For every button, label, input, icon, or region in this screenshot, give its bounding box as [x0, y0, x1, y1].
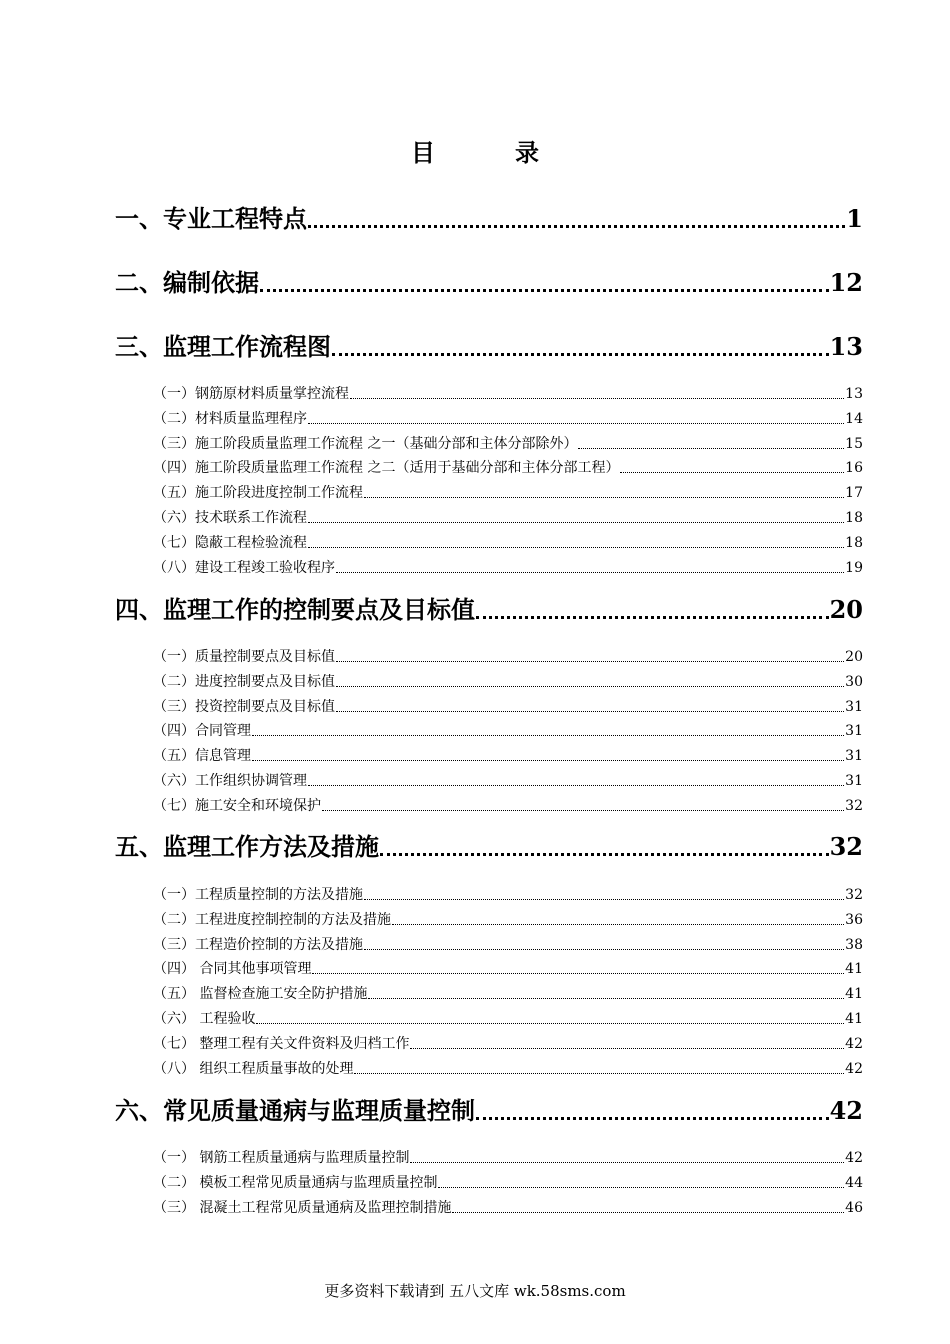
toc-subsection-label: （二） 模板工程常见质量通病与监理质量控制 [153, 1174, 438, 1191]
toc-subsection-label: （五）施工阶段进度控制工作流程 [153, 485, 363, 502]
dot-leader [364, 497, 844, 498]
toc-subsection[interactable] [153, 671, 863, 691]
toc-subsection[interactable] [153, 958, 863, 978]
toc-page-number: 13 [845, 386, 863, 402]
toc-page-number: 30 [845, 673, 863, 690]
toc-section[interactable] [115, 1091, 863, 1126]
toc-page-number: 12 [829, 268, 863, 297]
toc-section-label: 一、专业工程特点 [115, 204, 307, 233]
toc-section-label: 五、监理工作方法及措施 [115, 832, 379, 861]
toc-section[interactable] [115, 263, 863, 298]
toc-page-number: 1 [846, 204, 863, 233]
toc-section[interactable] [115, 327, 863, 362]
dot-leader [308, 547, 844, 548]
toc-subsection[interactable] [153, 433, 863, 453]
toc-subsection[interactable] [153, 457, 863, 477]
toc-subsection-label: （六）工作组织协调管理 [153, 773, 307, 789]
dot-leader [336, 661, 844, 662]
toc-page-number: 20 [829, 595, 863, 624]
toc-subsection[interactable] [153, 1058, 863, 1078]
toc-page-number: 18 [845, 534, 863, 551]
toc-title-left: 目 [411, 138, 435, 167]
toc-section-label: 三、监理工作流程图 [115, 332, 331, 361]
dot-leader [322, 810, 844, 811]
toc-page-number: 13 [829, 332, 863, 361]
dot-leader [578, 448, 844, 449]
toc-subsection-label: （一） 钢筋工程质量通病与监理质量控制 [153, 1150, 410, 1166]
toc-subsection[interactable] [153, 795, 863, 815]
toc-subsection[interactable] [153, 1147, 863, 1167]
dot-leader [308, 785, 844, 786]
toc-subsection-label: （四） 合同其他事项管理 [153, 961, 312, 978]
dot-leader [410, 1048, 844, 1049]
toc-page-number: 42 [845, 1060, 863, 1077]
toc-subsection[interactable] [153, 770, 863, 790]
toc-page-number: 42 [829, 1096, 863, 1125]
toc-page-number: 38 [845, 936, 863, 953]
toc-subsection-label: （二）工程进度控制控制的方法及措施 [153, 911, 391, 928]
toc-subsection-label: （四）合同管理 [153, 723, 251, 740]
toc-subsection[interactable] [153, 383, 863, 403]
toc-page-number: 41 [845, 961, 863, 978]
toc-subsection[interactable] [153, 646, 863, 666]
toc-page-number: 42 [845, 1150, 863, 1166]
toc-subsection-label: （四）施工阶段质量监理工作流程 之二（适用于基础分部和主体分部工程） [153, 460, 620, 477]
toc-subsection-label: （一）钢筋原材料质量掌控流程 [153, 386, 349, 402]
toc-subsection-label: （三） 混凝土工程常见质量通病及监理控制措施 [153, 1199, 452, 1216]
dot-leader [380, 853, 829, 856]
toc-section-label: 六、常见质量通病与监理质量控制 [115, 1096, 475, 1125]
toc-page-number: 36 [845, 911, 863, 928]
dot-leader [332, 353, 829, 356]
dot-leader [252, 735, 844, 736]
toc-subsection[interactable] [153, 983, 863, 1003]
toc-page-number: 15 [845, 435, 863, 452]
dot-leader [308, 522, 844, 523]
toc-page-number: 16 [845, 460, 863, 477]
toc-subsection[interactable] [153, 909, 863, 929]
dot-leader [410, 1162, 844, 1163]
toc-page-number: 41 [845, 1011, 863, 1027]
toc-subsection[interactable] [153, 745, 863, 765]
toc-page-number: 31 [845, 748, 863, 765]
toc-page-number: 32 [829, 832, 863, 861]
dot-leader [308, 423, 844, 424]
toc-page-number: 17 [845, 485, 863, 502]
toc-page-number: 44 [845, 1174, 863, 1191]
toc-subsection[interactable] [153, 1197, 863, 1217]
toc-subsection-label: （八） 组织工程质量事故的处理 [153, 1060, 354, 1077]
toc-page-number: 42 [845, 1035, 863, 1052]
toc-section[interactable] [115, 827, 863, 862]
dot-leader [452, 1212, 844, 1213]
dot-leader [350, 398, 844, 399]
dot-leader [260, 289, 829, 292]
dot-leader [252, 760, 844, 761]
toc-page-number: 31 [845, 773, 863, 789]
toc-subsection-label: （七）隐蔽工程检验流程 [153, 534, 307, 551]
dot-leader [364, 949, 844, 950]
toc-subsection-label: （五）信息管理 [153, 748, 251, 765]
toc-page-number: 31 [845, 723, 863, 740]
toc-page-number: 46 [845, 1199, 863, 1216]
dot-leader [476, 1117, 829, 1120]
toc-section[interactable] [115, 199, 863, 234]
toc-page-number: 32 [845, 797, 863, 814]
toc-page-number: 20 [845, 649, 863, 665]
dot-leader [364, 899, 844, 900]
dot-leader [620, 472, 844, 473]
toc-page-number: 19 [845, 559, 863, 576]
toc-page-number: 31 [845, 698, 863, 715]
toc-subsection-label: （三）施工阶段质量监理工作流程 之一（基础分部和主体分部除外） [153, 435, 578, 452]
dot-leader [308, 225, 845, 228]
dot-leader [336, 711, 844, 712]
dot-leader [368, 998, 844, 999]
dot-leader [476, 616, 829, 619]
toc-subsection-label: （六）技术联系工作流程 [153, 510, 307, 526]
toc-subsection[interactable] [153, 1172, 863, 1192]
toc-page-number: 18 [845, 510, 863, 526]
toc-section-label: 四、监理工作的控制要点及目标值 [115, 595, 475, 624]
toc-subsection[interactable] [153, 720, 863, 740]
toc-subsection[interactable] [153, 482, 863, 502]
toc-subsection[interactable] [153, 557, 863, 577]
toc-section-label: 二、编制依据 [115, 268, 259, 297]
dot-leader [438, 1187, 844, 1188]
toc-subsection[interactable] [153, 507, 863, 527]
toc-subsection[interactable] [153, 696, 863, 716]
toc-page-number: 14 [845, 410, 863, 427]
toc-subsection-label: （一）质量控制要点及目标值 [153, 649, 335, 665]
toc-subsection-label: （六） 工程验收 [153, 1011, 256, 1027]
toc-page-number: 32 [845, 887, 863, 903]
dot-leader [256, 1023, 844, 1024]
toc-subsection-label: （一）工程质量控制的方法及措施 [153, 887, 363, 903]
toc-subsection-label: （二）进度控制要点及目标值 [153, 673, 335, 690]
toc-subsection-label: （二）材料质量监理程序 [153, 410, 307, 427]
toc-subsection[interactable] [153, 1033, 863, 1053]
toc-subsection-label: （三）投资控制要点及目标值 [153, 698, 335, 715]
dot-leader [392, 924, 844, 925]
toc-page-number: 41 [845, 986, 863, 1003]
toc-subsection[interactable] [153, 532, 863, 552]
toc-subsection-label: （三）工程造价控制的方法及措施 [153, 936, 363, 953]
toc-subsection-label: （七）施工安全和环境保护 [153, 797, 321, 814]
toc-subsection[interactable] [153, 408, 863, 428]
toc-subsection[interactable] [153, 884, 863, 904]
toc-subsection[interactable] [153, 934, 863, 954]
toc-subsection[interactable] [153, 1008, 863, 1028]
dot-leader [336, 686, 844, 687]
toc-title-right: 录 [515, 138, 539, 167]
dot-leader [354, 1073, 844, 1074]
toc-subsection-label: （七） 整理工程有关文件资料及归档工作 [153, 1035, 410, 1052]
dot-leader [312, 973, 844, 974]
toc-subsection-label: （八）建设工程竣工验收程序 [153, 559, 335, 576]
toc-title [0, 133, 950, 168]
dot-leader [336, 572, 844, 573]
footer-text: 更多资料下载请到 五八文库 wk.58sms.com [324, 1282, 626, 1300]
toc-section[interactable] [115, 590, 863, 625]
toc-subsection-label: （五） 监督检查施工安全防护措施 [153, 986, 368, 1003]
